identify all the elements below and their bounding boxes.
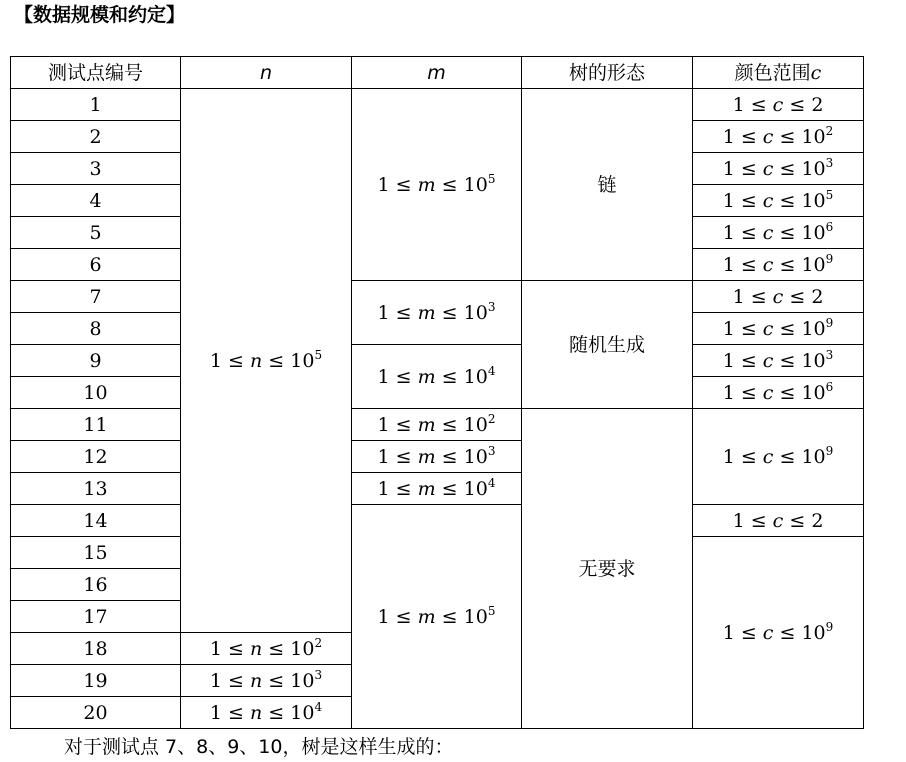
header-test-id: 测试点编号 [11, 57, 181, 89]
table-row [11, 409, 864, 441]
test-id-cell: 4 [11, 185, 181, 217]
table-row [11, 89, 864, 121]
m-range-cell: $1 \le m \le 10^4$ [352, 473, 522, 505]
shape-cell: 无要求 [522, 409, 693, 729]
m-range-cell: $1 \le m \le 10^4$ [352, 345, 522, 409]
table-row [11, 281, 864, 313]
test-id-cell: 19 [11, 665, 181, 697]
n-range-cell: $1 \le n \le 10^5$ [181, 89, 352, 633]
c-range-cell: $1 \le c \le 10^6$ [693, 217, 864, 249]
test-id-cell: 8 [11, 313, 181, 345]
c-range-cell: $1 \le c \le 10^9$ [693, 313, 864, 345]
c-range-cell: $1 \le c \le 10^9$ [693, 249, 864, 281]
shape-cell: 链 [522, 89, 693, 281]
c-range-cell: $1 \le c \le 10^3$ [693, 345, 864, 377]
test-id-cell: 13 [11, 473, 181, 505]
c-range-cell: 1 ≤ c ≤ 2 [693, 505, 864, 537]
c-range-cell: $1 \le c \le 10^9$ [693, 409, 864, 505]
header-color-range [693, 57, 864, 89]
header-n: n [181, 57, 352, 89]
header-color-label: 颜色范围 [734, 61, 811, 84]
test-id-cell: 7 [11, 281, 181, 313]
m-range-cell: $1 \le m \le 10^5$ [352, 89, 522, 281]
c-range-cell: $1 \le c \le 10^9$ [693, 537, 864, 729]
c-range-cell: $1 \le c \le 10^6$ [693, 377, 864, 409]
c-range-cell: $1 \le c \le 10^2$ [693, 121, 864, 153]
n-range-cell: $1 \le n \le 10^4$ [181, 697, 352, 729]
header-shape: 树的形态 [522, 57, 693, 89]
header-m: m [352, 57, 522, 89]
n-range-cell: $1 \le n \le 10^2$ [181, 633, 352, 665]
test-id-cell: 6 [11, 249, 181, 281]
section-heading: 【数据规模和约定】 [14, 4, 186, 26]
test-id-cell: 16 [11, 569, 181, 601]
footer-text: 对于测试点 7、8、9、10，树是这样生成的： [64, 736, 454, 758]
c-range-cell: 1 ≤ c ≤ 2 [693, 281, 864, 313]
test-id-cell: 14 [11, 505, 181, 537]
n-range-cell: $1 \le n \le 10^3$ [181, 665, 352, 697]
m-range-cell: $1 \le m \le 10^2$ [352, 409, 522, 441]
test-id-cell: 10 [11, 377, 181, 409]
header-row [11, 57, 864, 89]
test-id-cell: 2 [11, 121, 181, 153]
test-id-cell: 5 [11, 217, 181, 249]
table-row [11, 505, 864, 537]
test-id-cell: 17 [11, 601, 181, 633]
shape-cell: 随机生成 [522, 281, 693, 409]
test-id-cell: 1 [11, 89, 181, 121]
test-id-cell: 18 [11, 633, 181, 665]
test-id-cell: 12 [11, 441, 181, 473]
header-color-var: c [810, 61, 822, 84]
c-range-cell: $1 \le c \le 10^3$ [693, 153, 864, 185]
constraints-table [10, 56, 864, 729]
c-range-cell: 1 ≤ c ≤ 2 [693, 89, 864, 121]
test-id-cell: 20 [11, 697, 181, 729]
test-id-cell: 11 [11, 409, 181, 441]
test-id-cell: 15 [11, 537, 181, 569]
m-range-cell: $1 \le m \le 10^3$ [352, 441, 522, 473]
m-range-cell: $1 \le m \le 10^5$ [352, 505, 522, 729]
c-range-cell: $1 \le c \le 10^5$ [693, 185, 864, 217]
test-id-cell: 3 [11, 153, 181, 185]
table-row [11, 345, 864, 377]
m-range-cell: $1 \le m \le 10^3$ [352, 281, 522, 345]
test-id-cell: 9 [11, 345, 181, 377]
